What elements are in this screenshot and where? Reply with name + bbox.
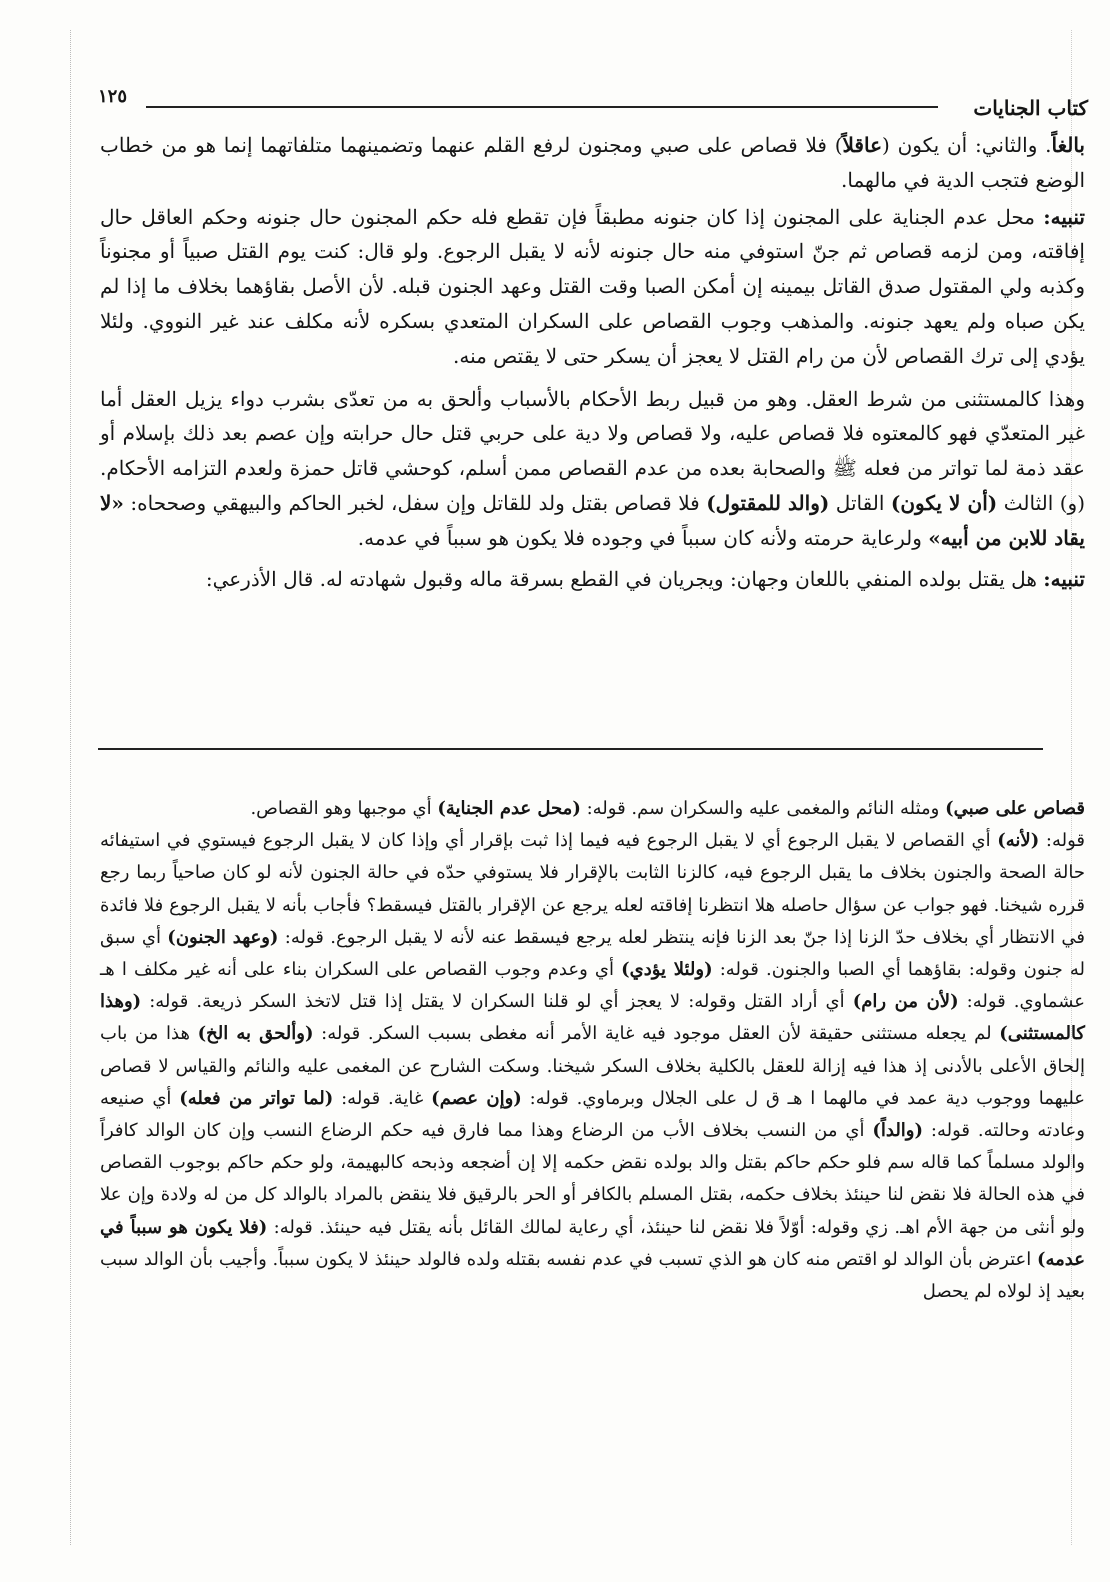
quoted-lemma: (لما تواتر من فعله) <box>179 1087 334 1109</box>
commentary-text: أي موجبها وهو القصاص. <box>250 798 438 819</box>
text-segment: القاتل <box>829 490 891 515</box>
page-header <box>98 84 1088 118</box>
quoted-lemma: (والداً) <box>872 1120 924 1142</box>
quoted-lemma: (لأنه) <box>997 830 1040 852</box>
commentary-text: لم يجعله مستثنى حقيقة لأن العقل موجود فيه غاية الأمر أنه مغطى بسبب السكر. قوله: <box>313 1023 1000 1045</box>
commentary-text: ومثله النائم والمغمى عليه والسكران سم. قوله: <box>580 798 946 819</box>
note-lian <box>100 562 1085 597</box>
term-walid: (والد للمقتول) <box>706 490 830 515</box>
commentary-text: أي سبق له جنون وقوله: بقاؤهما أي الصبا والجنون. قوله: <box>100 926 1086 981</box>
quoted-lemma: (وعهد الجنون) <box>167 926 279 948</box>
footnote-paragraph <box>100 825 1085 1308</box>
commentary-footnotes <box>100 793 1085 1308</box>
quoted-lemma: (ولئلا يؤدي) <box>621 959 713 981</box>
commentary-text: أي من النسب بخلاف الأب من الرضاع وهذا مما فارق فيه حكم الرضاع النسب وإن كان الوالد كافراً والولد مسلماً كما قاله سم فلو حكم حاكم بقتل والد بولده نقض حكمه إلا إن أضجعه وذبحه كالبهيمة، ولو حكم حاكم بوجوب القصاص في هذه الحالة فلا نقض لنا حينئذ بخلاف حكمه، بقتل المسلم بالكافر أو الحر بالرقيق فلا ينقض بالمراد بالوالد كل من له ولادة وإن علا ولو أنثى من جهة الأم اهـ. زي وقوله: أوّلاً فلا نقض لنا حينئذ، أي رعاية لمالك القائل بأنه يقتل فيه حينئذ. قوله: <box>100 1120 1085 1238</box>
footnote-paragraph <box>100 793 1085 825</box>
main-text <box>100 128 1085 596</box>
text-segment: وهذا كالمستثنى من شرط العقل. وهو من قبيل ربط الأحكام بالأسباب وألحق به من تعدّى بشرب دواء يزيل العقل أما غير المتعدّي فهو كالمعتوه فلا قصاص عليه، ولا قصاص ولا دية على حربي قتل حال حرابته وإن عصم بعد ذلك بإسلام أو عقد ذمة لما تواتر من فعله ﷺ والصحابة بعده من عدم القصاص ممن أسلم، كوحشي قاتل حمزة ولعدم التزامه الأحكام. (و) الثالث <box>100 386 1086 515</box>
hadith-quote: «لا يقاد للابن من أبيه» <box>100 490 1085 550</box>
footnote-divider <box>98 748 1043 750</box>
text-segment: ) فلا قصاص على صبي ومجنون لرفع القلم عنهما وتضمينهما متلفاتهما إنما هو من خطاب الوضع فتجب الدية في مالهما. <box>100 133 1085 192</box>
commentary-text: اعترض بأن الوالد لو اقتص منه كان هو الذي تسبب في عدم نفسه بقتله ولده فالولد حينئذ لا يكون سبباً. وأجيب بأن الوالد سبب بعيد إذ لولاه لم يحصل <box>100 1248 1085 1303</box>
commentary-text: قوله: <box>1039 830 1085 852</box>
quoted-lemma: (وإن عصم) <box>431 1087 522 1109</box>
text-segment: . والثاني: أن يكون ( <box>882 133 1052 157</box>
quoted-lemma: (لأن من رام) <box>852 991 959 1013</box>
note-label: تنبيه: <box>1043 566 1085 591</box>
quoted-lemma: (محل عدم الجناية) <box>437 798 581 819</box>
note-text: هل يقتل بولده المنفي باللعان وجهان: ويجريان في القطع بسرقة ماله وقبول شهادته له. قال الأذرعي: <box>205 566 1044 591</box>
commentary-text: أي وعدم وجوب القصاص على السكران بناء على أنه غير مكلف ا هـ عشماوي. قوله: <box>100 959 1085 1013</box>
text-segment: ولرعاية حرمته ولأنه كان سبباً في وجوده فلا يكون هو سبباً في عدمه. <box>357 525 929 550</box>
commentary-text: أي صنيعه وعادته وحالته. قوله: <box>100 1087 1085 1142</box>
note-text: محل عدم الجناية على المجنون إذا كان جنونه مطبقاً فإن تقطع فله حكم المجنون حال جنونه وحكم العاقل حال إفاقته، ومن لزمه قصاص ثم جنّ استوفي منه حال جنونه لأنه لا يقبل الرجوع. ولو قال: كنت يوم القتل صبياً أو مجنوناً وكذبه ولي المقتول صدق القاتل بيمينه إن أمكن الصبا وقت القتل وعهد الجنون قبله. لأن الأصل بقاؤهما بخلاف ما إذا لم يكن صباه ولم يعهد جنونه. والمذهب وجوب القصاص على السكران المتعدي بسكره لأنه مكلف عند غير النووي. ولئلا يؤدي إلى ترك القصاص لأن من رام القتل لا يعجز أن يسكر حتى لا يقتص منه. <box>100 204 1085 368</box>
header-rule <box>146 106 938 108</box>
quoted-lemma: (فلا يكون هو سبباً في عدمه) <box>100 1216 1085 1270</box>
paragraph-condition-3 <box>100 382 1085 556</box>
commentary-text: غاية. قوله: <box>333 1087 432 1109</box>
quoted-lemma: قصاص على صبي) <box>945 798 1085 819</box>
text-segment: فلا قصاص بقتل ولد للقاتل وإن سفل، لخبر الحاكم والبيهقي وصححاه: <box>123 490 707 515</box>
term-an-la-yakun: (أن لا يكون) <box>890 490 998 515</box>
quoted-lemma: (وألحق به الخ) <box>197 1023 314 1045</box>
chapter-title: كتاب الجنايات <box>973 96 1088 120</box>
note-label: تنبيه: <box>1043 204 1085 229</box>
term-baligh: بالغاً <box>1051 133 1085 157</box>
commentary-text: أي القصاص لا يقبل الرجوع أي لا يقبل الرجوع فيه فيما إذا ثبت بإقرار أي وإذا كان لا يقبل الرجوع فيستوي في استيفائه حالة الصحة والجنون بخلاف ما يقبل الرجوع فيه، كالزنا الثابت بالإقرار فلا يستوفي حدّه في حالة الجنون لأنه لو كان صاحياً ربما رجع قرره شيخنا. فهو جواب عن سؤال حاصله هلا انتظرنا إفاقته لعله يرجع عن الإقرار بالقتل فيسقط؟ فأجاب بأنه لا يقبل الرجوع فلا فائدة في الانتظار أي بخلاف حدّ الزنا إذا جنّ بعد الزنا فإنه ينتظر لعله يرجع فيسقط عنه لأنه لا يقبل الرجوع. قوله: <box>100 830 1086 948</box>
commentary-text: هذا من باب إلحاق الأعلى بالأدنى إذ هذا فيه إزالة للعقل بالكلية بخلاف السكر شيخنا. وسكت الشارح عن المغمى عليه والنائم والقياس لا قصاص عليهما ووجوب دية عمد في مالهما ا هـ ق ل على الجلال وبرماوي. قوله: <box>100 1023 1086 1109</box>
note-insanity <box>100 200 1085 374</box>
quoted-lemma: (وهذا كالمستثنى) <box>100 991 1086 1045</box>
commentary-text: أي أراد القتل وقوله: لا يعجز أي لو قلنا السكران لا يقتل إذا قتل لاتخذ السكر ذريعة. قوله: <box>141 991 853 1013</box>
term-aqil: عاقلاً <box>842 133 883 157</box>
paragraph-condition-2 <box>100 128 1085 198</box>
page-number: ١٢٥ <box>98 86 128 107</box>
